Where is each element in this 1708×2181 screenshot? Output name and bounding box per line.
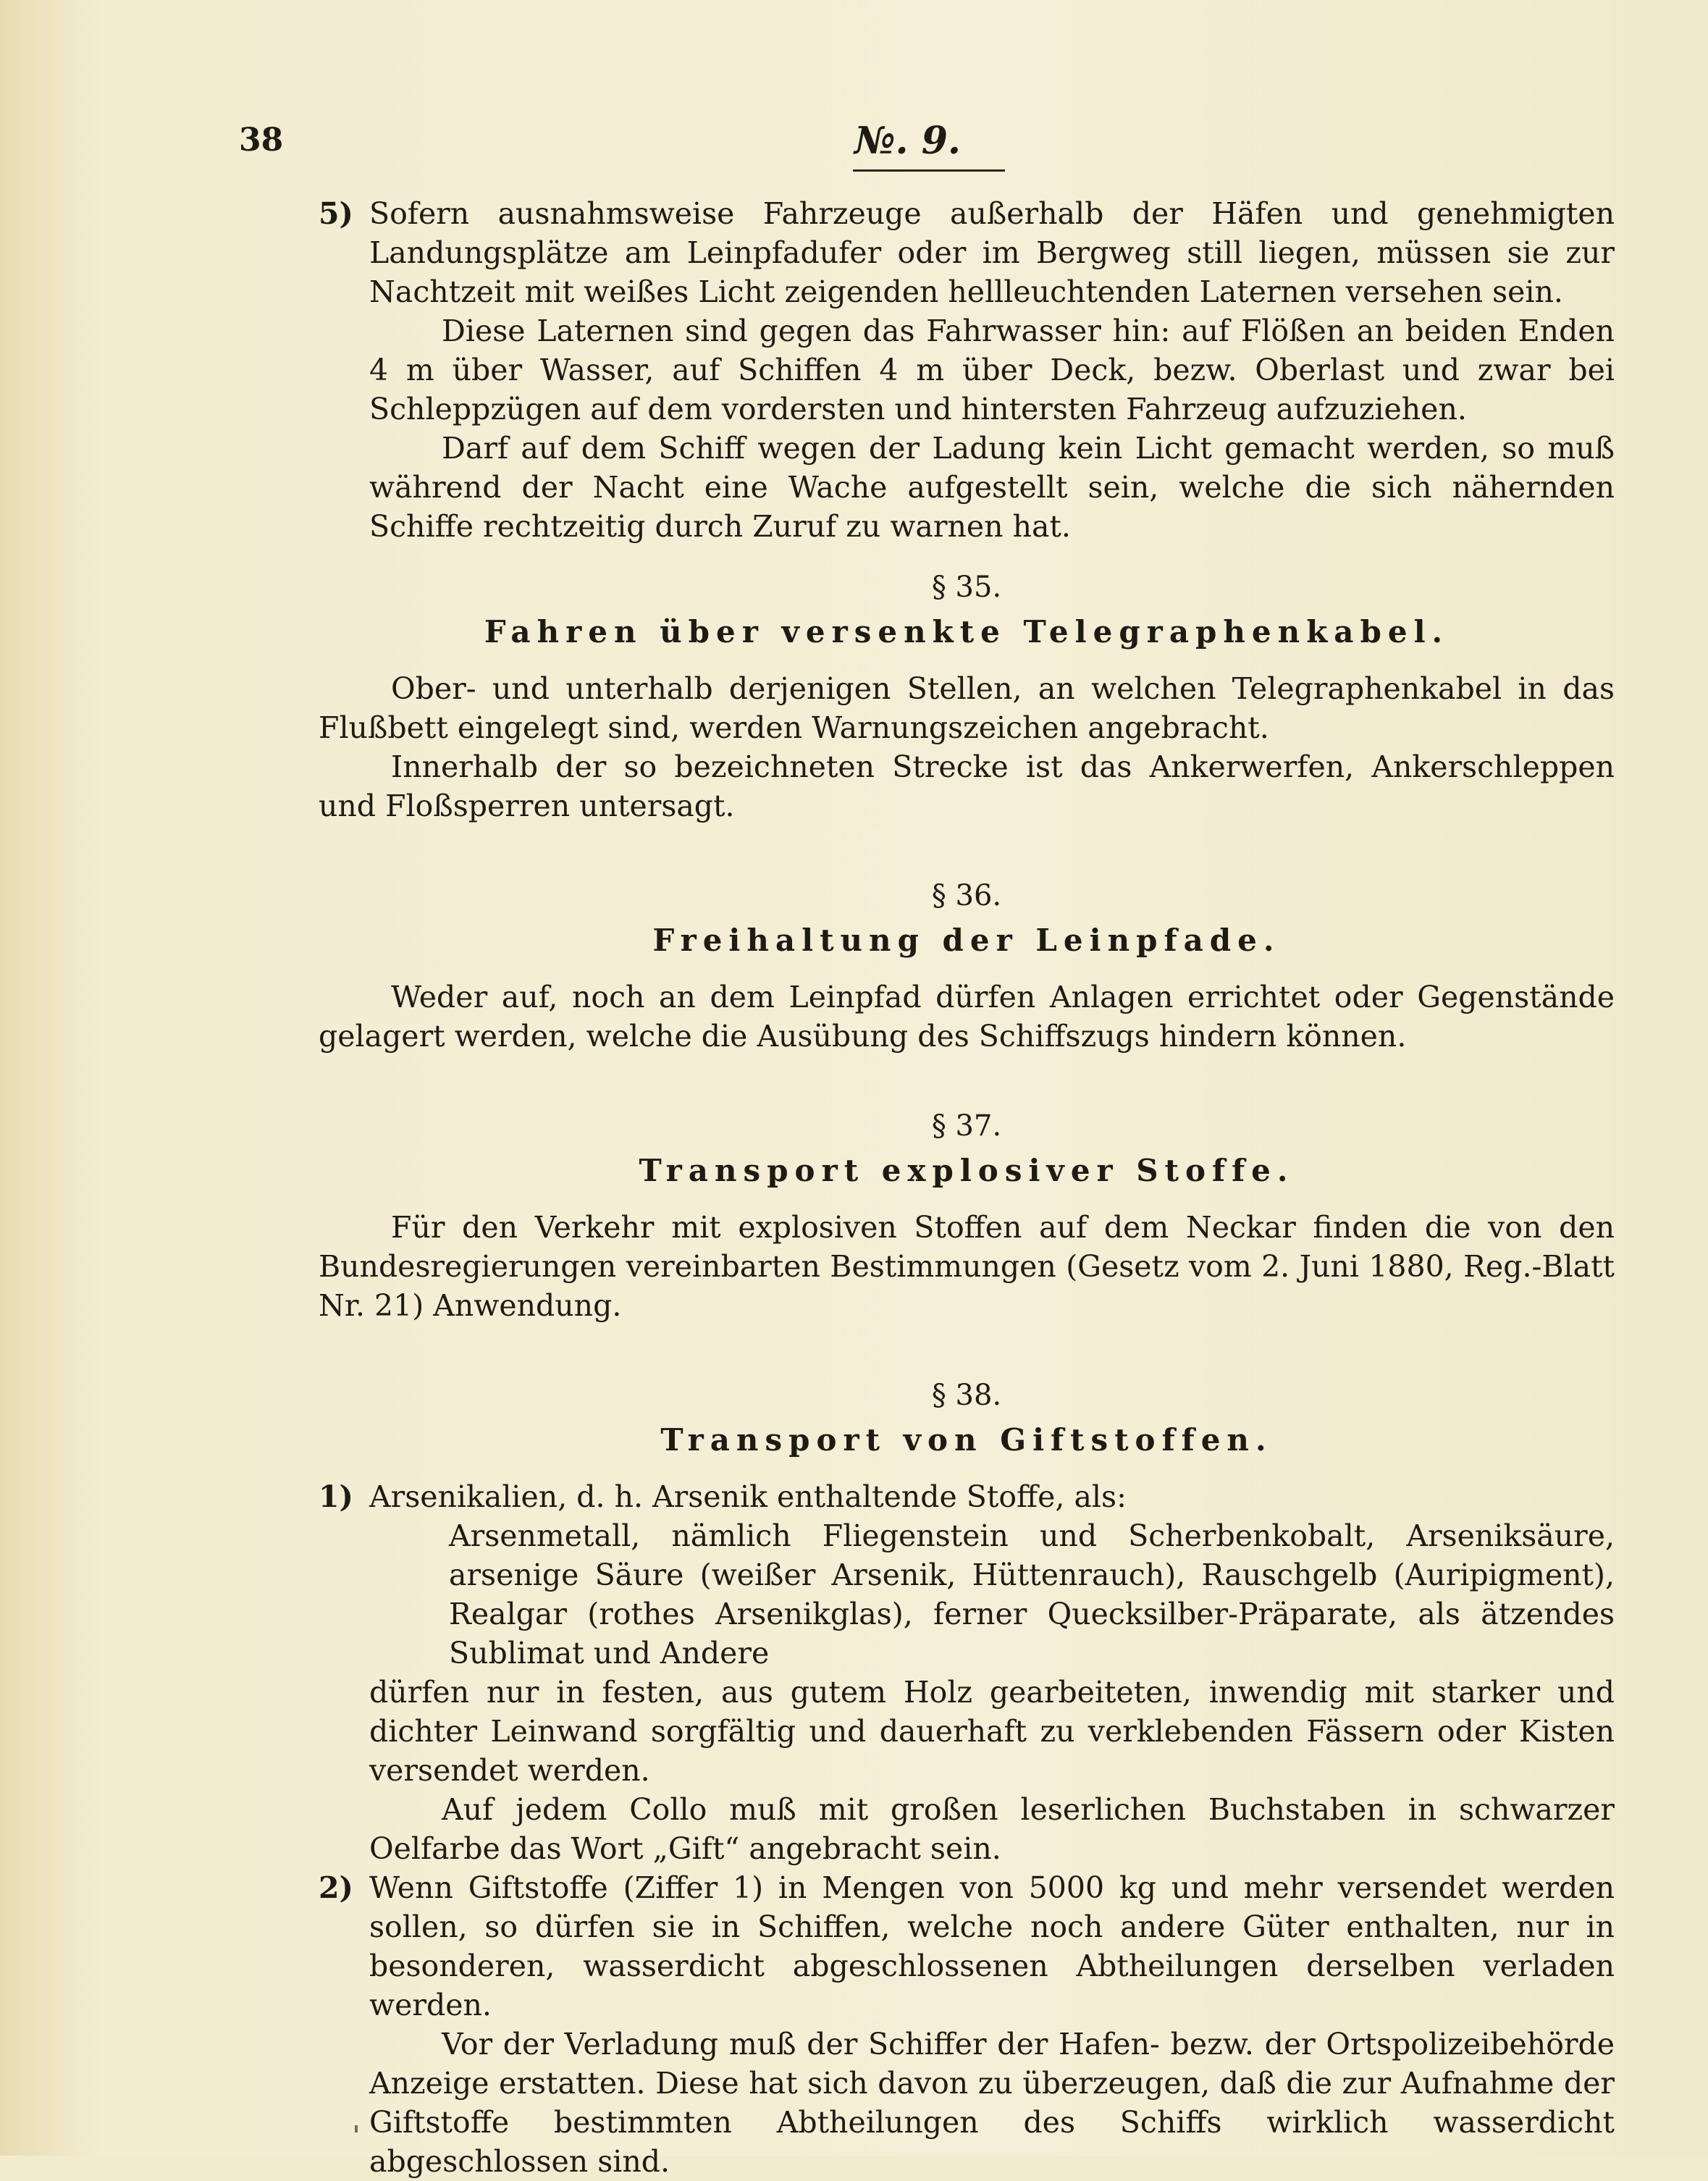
section-38-title: Transport von Giftstoffen. (660, 1422, 1273, 1458)
issue-number: №. 9. (854, 119, 962, 163)
section-38-item-2-number: 2) (319, 1870, 353, 1905)
issue-underline (853, 169, 1005, 172)
section-38-item-2 (319, 1868, 1615, 2181)
section-35-sign: § 35. (931, 571, 1002, 604)
item-5 (319, 194, 1615, 546)
section-38-item-1-paragraph-2: dürfen nur in festen, aus gutem Holz gearbeiteten, inwendig mit starker und dichter Leinwand sorgfältig und dauerhaft zu verklebenden Fässern oder Kisten versendet werden. (369, 1675, 1615, 1788)
item-5-paragraph-1: Sofern ausnahmsweise Fahrzeuge außerhalb der Häfen und genehmigten Landungsplätze am Leinpfadufer oder im Bergweg still liegen, müssen sie zur Nachtzeit mit weißes Licht zeigenden hellleuchtenden Laternen versehen sein. (369, 196, 1615, 309)
section-38-item-1-number: 1) (319, 1479, 353, 1514)
item-5-number: 5) (319, 196, 353, 231)
section-38-item-1-lead: Arsenikalien, d. h. Arsenik enthaltende Stoffe, als: (369, 1479, 1127, 1514)
section-38-item-2-paragraph-1: Wenn Giftstoffe (Ziffer 1) in Mengen von 5000 kg und mehr versendet werden sollen, so dürfen sie in Schiffen, welche noch andere Güter enthalten, nur in besonderen, wasserdicht abgeschlossenen Abtheilungen derselben verladen werden. (369, 1870, 1615, 2022)
section-38-item-1-list: Arsenmetall, nämlich Fliegenstein und Scherbenkobalt, Arseniksäure, arsenige Säure (weißer Arsenik, Hüttenrauch), Rauschgelb (Auripigment), Realgar (rothes Arsenikglas), ferner Quecksilber-Präparate, als ätzendes Sublimat und Andere (449, 1518, 1615, 1671)
section-37-title: Transport explosiver Stoffe. (639, 1153, 1295, 1188)
margin-mark (355, 2125, 358, 2132)
section-37-sign: § 37. (931, 1109, 1002, 1143)
page-number: 38 (239, 122, 284, 159)
section-35-title: Fahren über versenkte Telegraphenkabel. (484, 614, 1450, 650)
section-36-paragraph-1: Weder auf, noch an dem Leinpfad dürfen Anlagen errichtet oder Gegenstände gelagert werden, welche die Ausübung des Schiffszugs hindern können. (319, 980, 1615, 1054)
section-38-sign: § 38. (931, 1379, 1002, 1412)
section-35-paragraph-1: Ober- und unterhalb derjenigen Stellen, an welchen Telegraphenkabel in das Flußbett eingelegt sind, werden Warnungszeichen angebracht. (319, 671, 1615, 745)
section-37-paragraph-1: Für den Verkehr mit explosiven Stoffen auf dem Neckar finden die von den Bundesregierungen vereinbarten Bestimmungen (Gesetz vom 2. Juni 1880, Reg.-Blatt Nr. 21) Anwendung. (319, 1210, 1615, 1323)
section-38-item-1-paragraph-3: Auf jedem Collo muß mit großen leserlichen Buchstaben in schwarzer Oelfarbe das Wort „Gift“ angebracht sein. (369, 1792, 1615, 1866)
section-36-sign: § 36. (931, 879, 1002, 912)
section-38-item-2-paragraph-2: Vor der Verladung muß der Schiffer der Hafen- bezw. der Ortspolizeibehörde Anzeige erstatten. Diese hat sich davon zu überzeugen, daß die zur Aufnahme der Giftstoffe bestimmten Abtheilungen des Schiffs wirklich wasserdicht abgeschlossen sind. (369, 2027, 1615, 2179)
item-5-paragraph-2: Diese Laternen sind gegen das Fahrwasser hin: auf Flößen an beiden Enden 4 m über Wasser, auf Schiffen 4 m über Deck, bezw. Oberlast und zwar bei Schleppzügen auf dem vordersten und hintersten Fahrzeug aufzuziehen. (369, 314, 1615, 426)
page-body (319, 194, 1615, 2181)
section-38-item-1 (319, 1477, 1615, 1868)
item-5-paragraph-3: Darf auf dem Schiff wegen der Ladung kein Licht gemacht werden, so muß während der Nacht eine Wache aufgestellt sein, welche die sich nähernden Schiffe rechtzeitig durch Zuruf zu warnen hat. (369, 431, 1615, 544)
section-35-paragraph-2: Innerhalb der so bezeichneten Strecke ist das Ankerwerfen, Ankerschleppen und Floßsperren untersagt. (319, 749, 1615, 823)
section-36-title: Freihaltung der Leinpfade. (652, 923, 1281, 958)
